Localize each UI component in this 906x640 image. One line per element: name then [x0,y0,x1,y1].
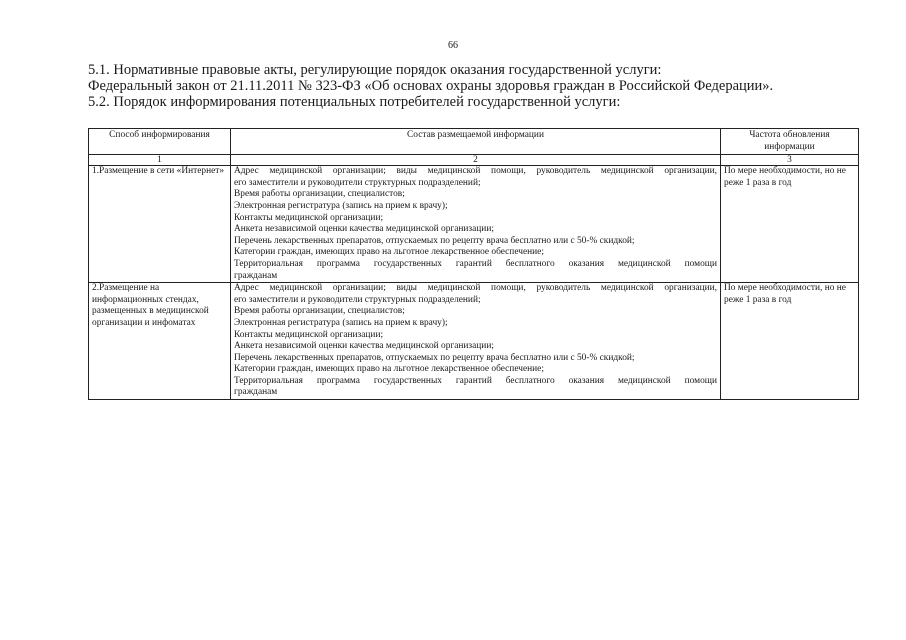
info-line: Анкета независимой оценки качества медицинской организации; [234,224,494,235]
info-line: Категории граждан, имеющих право на льготное лекарственное обеспечение; [234,364,544,375]
informing-table [88,128,859,400]
row-info [231,283,721,400]
info-line: Электронная регистратура (запись на прием к врачу); [234,200,448,211]
row-info [231,166,721,283]
page-number: 66 [448,40,458,51]
heading-5-2: 5.2. Порядок информирования потенциальных потребителей государственной услуги: [88,94,621,110]
info-line: Категории граждан, имеющих право на льготное лекарственное обеспечение; [234,247,544,258]
info-line: Контакты медицинской организации; [234,329,384,340]
header-frequency: Частота обновления информации [721,129,859,155]
table-row [89,166,859,283]
row-frequency: По мере необходимости, но не реже 1 раза в год [721,166,859,283]
column-number-1: 1 [89,155,231,166]
column-number-2: 2 [231,155,721,166]
federal-law-reference: Федеральный закон от 21.11.2011 № 323-ФЗ «Об основах охраны здоровья граждан в Российской Федерации». [88,78,774,94]
info-line: Территориальная программа государственных гарантий бесплатного оказания медицинской помощи [234,375,717,386]
info-line: Контакты медицинской организации; [234,212,384,223]
header-info: Состав размещаемой информации [231,129,721,155]
table-number-row [89,155,859,166]
info-line: Перечень лекарственных препаратов, отпускаемых по рецепту врача бесплатно или с 50-% скидкой; [234,352,635,363]
info-line: Анкета независимой оценки качества медицинской организации; [234,341,494,352]
column-number-3: 3 [721,155,859,166]
row-frequency: По мере необходимости, но не реже 1 раза в год [721,283,859,400]
info-line: гражданам [234,387,278,398]
table-header-row [89,129,859,155]
info-line: Электронная регистратура (запись на прием к врачу); [234,317,448,328]
row-method: 2.Размещение на информационных стендах, размещенных в медицинской организации и инфоматах [89,283,231,400]
header-method: Способ информирования [89,129,231,155]
info-line: Перечень лекарственных препаратов, отпускаемых по рецепту врача бесплатно или с 50-% скидкой; [234,235,635,246]
info-line: Адрес медицинской организации; виды медицинской помощи, руководитель медицинской организации, [234,283,717,294]
info-line: его заместители и руководители структурных подразделений; [234,294,481,305]
row-method: 1.Размещение в сети «Интернет» [89,166,231,283]
info-line: Территориальная программа государственных гарантий бесплатного оказания медицинской помощи [234,258,717,269]
table-row [89,283,859,400]
info-line: Адрес медицинской организации; виды медицинской помощи, руководитель медицинской организации, [234,166,717,177]
info-line: Время работы организации, специалистов; [234,189,405,200]
info-line: Время работы организации, специалистов; [234,306,405,317]
info-line: гражданам [234,270,278,281]
heading-5-1: 5.1. Нормативные правовые акты, регулирующие порядок оказания государственной услуги: [88,62,662,78]
section-headings [88,62,868,110]
info-line: его заместители и руководители структурных подразделений; [234,177,481,188]
